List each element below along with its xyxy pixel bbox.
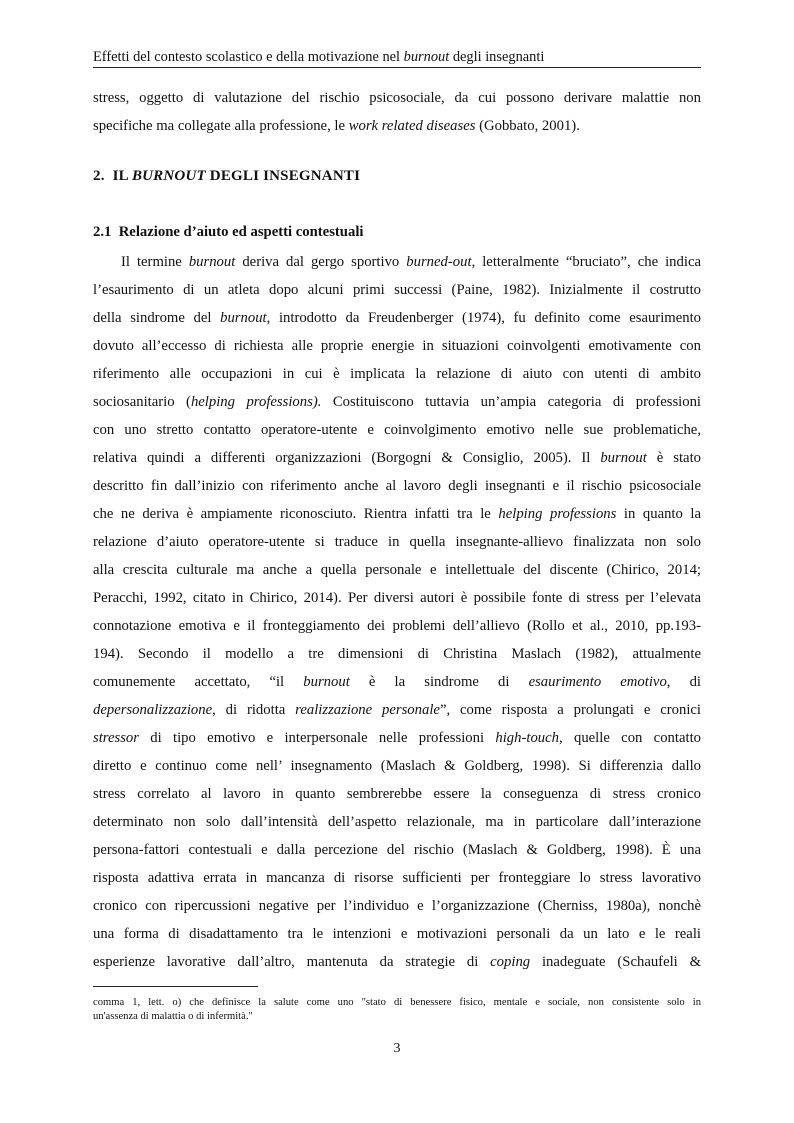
text-run: Il termine <box>93 254 189 270</box>
text-line <box>93 472 701 500</box>
subsection-number: 2.1 <box>93 224 112 240</box>
text-line <box>93 640 701 668</box>
text-line <box>93 84 701 112</box>
running-header-text: Effetti del contesto scolastico e della motivazione nel <box>93 49 404 65</box>
header-rule <box>93 67 701 68</box>
text-line <box>93 388 701 416</box>
text-run: connotazione emotiva e il fronteggiamento dei problemi dell’allievo (Rollo et al., 2010, pp.193- <box>93 618 701 634</box>
italic-run: helping professions). <box>190 394 322 410</box>
text-line <box>93 528 701 556</box>
italic-run: helping professions <box>498 506 617 522</box>
italic-run: high-touch <box>495 730 559 746</box>
italic-run: burnout <box>220 310 267 326</box>
italic-run: burnout <box>303 674 350 690</box>
text-run: , letteralmente “bruciato”, che indica <box>471 254 701 270</box>
text-line <box>93 808 701 836</box>
text-run: , quelle con contatto <box>559 730 701 746</box>
footnote-line: comma 1, lett. o) che definisce la salute come uno "stato di benessere fisico, mentale e sociale, non consistente solo in <box>93 997 701 1008</box>
text-line <box>93 752 701 780</box>
italic-run: esaurimento emotivo <box>528 674 667 690</box>
text-run: , di ridotta <box>212 702 296 718</box>
text-run: descritto fin dall’inizio con riferimento anche al lavoro degli insegnanti e il rischio psicosociale <box>93 478 701 494</box>
text-run: l’esaurimento di un atleta dopo alcuni primi successi (Paine, 1982). Inizialmente il costrutto <box>93 282 701 298</box>
page-number: 3 <box>393 1041 401 1056</box>
text-run: risposta adattiva errata in mancanza di risorse sufficienti per fronteggiare lo stress lavorativo <box>93 870 701 886</box>
text-line <box>93 612 701 640</box>
text-run: stress, oggetto di valutazione del rischio psicosociale, da cui possono derivare malattie non <box>93 90 701 106</box>
section-title-pre: IL <box>112 168 132 184</box>
running-header-text-end: degli insegnanti <box>449 49 545 65</box>
text-run: 194). Secondo il modello a tre dimensioni di Christina Maslach (1982), attualmente <box>93 646 701 662</box>
text-run: Costituiscono tuttavia un’ampia categoria di professioni <box>321 394 702 410</box>
text-line <box>93 696 701 724</box>
text-line <box>93 332 701 360</box>
text-run: inadeguate (Schaufeli & <box>530 954 701 970</box>
section-title-italic: BURNOUT <box>131 168 206 184</box>
text-run: ”, come risposta a prolungati e cronici <box>439 702 701 718</box>
italic-run: realizzazione personale <box>295 702 440 718</box>
subsection-heading <box>93 224 363 241</box>
text-line <box>93 248 701 276</box>
text-run: Peracchi, 1992, citato in Chirico, 2014). Per diversi autori è possibile fonte di stress per l’elevata <box>93 590 701 606</box>
italic-run: burnout <box>600 450 647 466</box>
subsection-title: Relazione d’aiuto ed aspetti contestuali <box>118 224 364 240</box>
text-run: in quanto la <box>616 506 701 522</box>
text-line <box>93 584 701 612</box>
footnote <box>93 996 701 1024</box>
text-line <box>93 780 701 808</box>
text-run: persona-fattori contestuali e dalla percezione del rischio (Maslach & Goldberg, 1998). È una <box>93 842 701 858</box>
text-run: determinato non solo dall’intensità dell’aspetto relazionale, ma in particolare dall’interazione <box>93 814 701 830</box>
body-paragraph <box>93 248 701 976</box>
text-run: di tipo emotivo e interpersonale nelle professioni <box>138 730 496 746</box>
italic-run: stressor <box>93 730 139 746</box>
running-header-italic: burnout <box>403 49 450 65</box>
text-line <box>93 500 701 528</box>
text-run: , introdotto da Freudenberger (1974), fu definito come esaurimento <box>266 310 701 326</box>
italic-run: work related diseases <box>348 118 476 134</box>
text-line <box>93 864 701 892</box>
text-line <box>93 444 701 472</box>
text-run: riferimento alle occupazioni in cui è implicata la relazione di aiuto con utenti di ambito <box>93 366 701 382</box>
section-title-post: DEGLI INSEGNANTI <box>205 168 361 184</box>
text-line <box>93 948 701 976</box>
italic-run: coping <box>490 954 531 970</box>
italic-run: burnout <box>188 254 236 270</box>
text-run: che ne deriva è ampiamente riconosciuto. Rientra infatti tra le <box>93 506 499 522</box>
text-run: sociosanitario ( <box>93 394 191 410</box>
text-run: esperienze lavorative dall’altro, mantenuta da strategie di <box>93 954 491 970</box>
text-line <box>93 668 701 696</box>
text-run: relativa quindi a differenti organizzazioni (Borgogni & Consiglio, 2005). Il <box>93 450 601 466</box>
text-line <box>93 892 701 920</box>
intro-paragraph <box>93 84 701 140</box>
section-heading <box>93 168 360 185</box>
text-line <box>93 416 701 444</box>
text-line <box>93 112 701 140</box>
text-line <box>93 724 701 752</box>
text-run: (Gobbato, 2001). <box>475 118 580 134</box>
text-line <box>93 920 701 948</box>
text-run: cronico con ripercussioni negative per l’individuo e l’organizzazione (Cherniss, 1980a), nonchè <box>93 898 701 914</box>
text-line <box>93 556 701 584</box>
text-run: con uno stretto contatto operatore-utente e coinvolgimento emotivo nelle sue problematiche, <box>93 422 701 438</box>
text-run: comunemente accettato, “il <box>93 674 304 690</box>
text-run: deriva dal gergo sportivo <box>235 254 407 270</box>
footnote-rule <box>93 986 258 987</box>
text-line <box>93 836 701 864</box>
text-run: stress correlato al lavoro in quanto sembrerebbe essere la conseguenza di stress cronico <box>93 786 701 802</box>
text-run: dovuto all’eccesso di richiesta alle proprie energie in situazioni coinvolgenti emotivamente con <box>93 338 701 354</box>
text-run: alla crescita culturale ma anche a quella personale e intellettuale del discente (Chirico, 2014; <box>93 562 701 578</box>
text-run: è stato <box>646 450 701 466</box>
text-line <box>93 304 701 332</box>
section-number: 2. <box>93 168 105 184</box>
text-run: una forma di disadattamento tra le intenzioni e motivazioni personali da un lato e le reali <box>93 926 701 942</box>
text-line <box>93 360 701 388</box>
text-run: della sindrome del <box>93 310 221 326</box>
text-run: specifiche ma collegate alla professione, le <box>93 118 349 134</box>
text-run: relazione d’aiuto operatore-utente si traduce in quella insegnante-allievo finalizzata non solo <box>93 534 701 550</box>
text-run: , di <box>666 674 702 690</box>
italic-run: burned-out <box>406 254 472 270</box>
running-header <box>93 47 701 67</box>
text-line <box>93 276 701 304</box>
text-run: diretto e continuo come nell’ insegnamento (Maslach & Goldberg, 1998). Si differenzia dallo <box>93 758 701 774</box>
italic-run: depersonalizzazione <box>93 702 213 718</box>
footnote-line: un'assenza di malattia o di infermità." <box>93 1011 253 1022</box>
text-run: è la sindrome di <box>349 674 529 690</box>
